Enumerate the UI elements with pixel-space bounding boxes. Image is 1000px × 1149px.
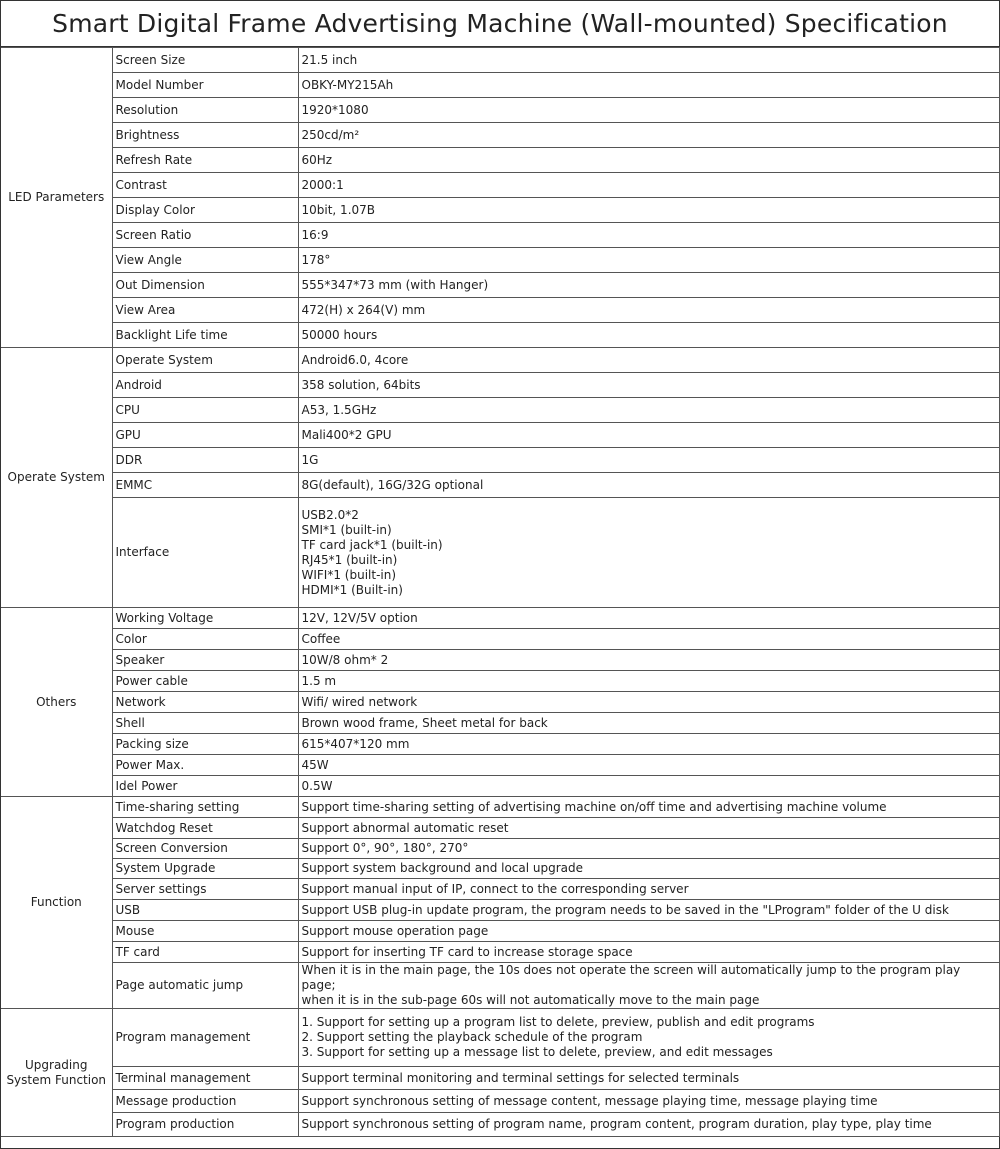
section-group-label: Operate System — [1, 348, 112, 608]
spec-name-cell: Packing size — [112, 734, 298, 755]
spec-row — [1, 48, 999, 73]
section-group-label: Upgrading System Function — [1, 1009, 112, 1137]
section-group-label: Others — [1, 608, 112, 797]
spec-value-line: OBKY-MY215Ah — [301, 77, 394, 92]
spec-row — [1, 198, 999, 223]
spec-row — [1, 473, 999, 498]
spec-name-cell: Operate System — [112, 348, 298, 373]
spec-value-line: 250cd/m² — [301, 127, 360, 142]
spec-value-line: 472(H) x 264(V) mm — [301, 302, 426, 317]
spec-row — [1, 73, 999, 98]
spec-value-line: Support abnormal automatic reset — [301, 820, 509, 835]
spec-name-cell: Brightness — [112, 123, 298, 148]
spec-value-line: Mali400*2 GPU — [301, 427, 392, 442]
spec-value-cell — [298, 498, 999, 608]
spec-name-cell: Idel Power — [112, 776, 298, 797]
spec-row — [1, 921, 999, 942]
spec-name-cell: Speaker — [112, 650, 298, 671]
spec-value-line: 10bit, 1.07B — [301, 202, 376, 217]
spec-name-cell: Interface — [112, 498, 298, 608]
spec-row — [1, 348, 999, 373]
section-group-label: LED Parameters — [1, 48, 112, 348]
spec-value-cell — [298, 423, 999, 448]
spec-name-cell: Time-sharing setting — [112, 797, 298, 818]
spec-name-cell: Out Dimension — [112, 273, 298, 298]
spec-value-cell — [298, 797, 999, 818]
spec-table — [1, 47, 1000, 1137]
spec-value-line: 12V, 12V/5V option — [301, 610, 418, 625]
spec-value-line: Support system background and local upgrade — [301, 861, 584, 875]
spec-value-cell — [298, 1067, 999, 1090]
spec-name-cell: Contrast — [112, 173, 298, 198]
spec-value-line: When it is in the main page, the 10s does not operate the screen will automatically jump to the program play — [301, 963, 961, 977]
spec-row — [1, 900, 999, 921]
spec-row — [1, 398, 999, 423]
spec-row — [1, 879, 999, 900]
spec-name-cell: Network — [112, 692, 298, 713]
spec-value-cell — [298, 348, 999, 373]
spec-row — [1, 373, 999, 398]
spec-value-line: Support synchronous setting of message content, message playing time, message playing time — [301, 1093, 878, 1108]
spec-row — [1, 859, 999, 879]
spec-name-cell: View Angle — [112, 248, 298, 273]
spec-value-cell — [298, 1009, 999, 1067]
spec-row — [1, 797, 999, 818]
spec-row — [1, 713, 999, 734]
spec-name-cell: Screen Ratio — [112, 223, 298, 248]
spec-row — [1, 755, 999, 776]
spec-value-cell — [298, 173, 999, 198]
spec-name-cell: Resolution — [112, 98, 298, 123]
spec-row — [1, 273, 999, 298]
spec-value-cell — [298, 1090, 999, 1113]
spec-value-line: 16:9 — [301, 227, 329, 242]
spec-value-line: Support mouse operation page — [301, 923, 489, 938]
spec-value-line: 3. Support for setting up a message list to delete, preview, and edit messages — [301, 1045, 773, 1059]
spec-value-cell — [298, 734, 999, 755]
spec-value-cell — [298, 963, 999, 1009]
spec-value-cell — [298, 73, 999, 98]
spec-value-line: Android6.0, 4core — [301, 352, 409, 367]
spec-value-line: Support time-sharing setting of advertising machine on/off time and advertising machine volume — [301, 799, 887, 814]
spec-name-cell: Page automatic jump — [112, 963, 298, 1009]
spec-row — [1, 448, 999, 473]
spec-name-cell: Message production — [112, 1090, 298, 1113]
spec-value-cell — [298, 123, 999, 148]
spec-value-line: Coffee — [301, 631, 341, 646]
spec-value-cell — [298, 608, 999, 629]
spec-value-cell — [298, 839, 999, 859]
spec-row — [1, 650, 999, 671]
spec-row — [1, 173, 999, 198]
spec-row — [1, 942, 999, 963]
spec-value-cell — [298, 921, 999, 942]
spec-value-line: Support USB plug-in update program, the program needs to be saved in the "LProgram" folder of the U disk — [301, 902, 949, 917]
section-group-label: Function — [1, 797, 112, 1009]
spec-name-cell: Display Color — [112, 198, 298, 223]
spec-value-line: RJ45*1 (built-in) — [301, 552, 398, 567]
spec-value-cell — [298, 323, 999, 348]
spec-name-cell: Screen Conversion — [112, 839, 298, 859]
spec-value-line: 45W — [301, 757, 329, 772]
spec-value-line: SMI*1 (built-in) — [301, 522, 392, 537]
spec-value-line: page; — [301, 978, 336, 992]
spec-row — [1, 223, 999, 248]
spec-value-line: Wifi/ wired network — [301, 694, 418, 709]
spec-name-cell: Backlight Life time — [112, 323, 298, 348]
spec-name-cell: Program production — [112, 1113, 298, 1137]
spec-row — [1, 98, 999, 123]
spec-row — [1, 608, 999, 629]
spec-value-cell — [298, 755, 999, 776]
spec-value-line: 2. Support setting the playback schedule of the program — [301, 1030, 643, 1044]
spec-value-cell — [298, 900, 999, 921]
spec-value-line: Support 0°, 90°, 180°, 270° — [301, 841, 469, 855]
spec-row — [1, 839, 999, 859]
spec-value-line: 8G(default), 16G/32G optional — [301, 477, 484, 492]
spec-value-line: 178° — [301, 252, 331, 267]
spec-value-line: Support manual input of IP, connect to the corresponding server — [301, 881, 689, 896]
spec-name-cell: Watchdog Reset — [112, 818, 298, 839]
spec-value-cell — [298, 859, 999, 879]
spec-value-line: 1G — [301, 452, 319, 467]
spec-value-line: A53, 1.5GHz — [301, 402, 377, 417]
spec-row — [1, 963, 999, 1009]
spec-value-cell — [298, 942, 999, 963]
spec-name-cell: Terminal management — [112, 1067, 298, 1090]
spec-row — [1, 123, 999, 148]
spec-row — [1, 692, 999, 713]
spec-value-line: USB2.0*2 — [301, 507, 359, 522]
spec-name-cell: Server settings — [112, 879, 298, 900]
spec-value-cell — [298, 1113, 999, 1137]
spec-row — [1, 1009, 999, 1067]
spec-name-cell: Shell — [112, 713, 298, 734]
spec-value-line: 0.5W — [301, 778, 333, 793]
spec-name-cell: TF card — [112, 942, 298, 963]
spec-value-line: Support synchronous setting of program name, program content, program duration, play type, play time — [301, 1117, 932, 1131]
spec-name-cell: EMMC — [112, 473, 298, 498]
spec-value-line: 21.5 inch — [301, 52, 358, 67]
spec-value-line: 50000 hours — [301, 327, 378, 342]
spec-value-cell — [298, 273, 999, 298]
spec-row — [1, 1113, 999, 1137]
spec-value-line: Support terminal monitoring and terminal settings for selected terminals — [301, 1070, 740, 1085]
spec-value-line: 358 solution, 64bits — [301, 377, 421, 392]
spec-value-cell — [298, 879, 999, 900]
spec-value-line: WIFI*1 (built-in) — [301, 567, 397, 582]
spec-name-cell: Model Number — [112, 73, 298, 98]
spec-row — [1, 629, 999, 650]
spec-row — [1, 671, 999, 692]
spec-name-cell: Refresh Rate — [112, 148, 298, 173]
spec-name-cell: Power Max. — [112, 755, 298, 776]
spec-value-line: 1. Support for setting up a program list to delete, preview, publish and edit programs — [301, 1015, 815, 1029]
spec-value-cell — [298, 671, 999, 692]
spec-value-line: 1.5 m — [301, 673, 337, 688]
spec-value-cell — [298, 298, 999, 323]
spec-name-cell: Screen Size — [112, 48, 298, 73]
spec-row — [1, 498, 999, 608]
spec-value-cell — [298, 713, 999, 734]
spec-name-cell: Program management — [112, 1009, 298, 1067]
spec-value-cell — [298, 629, 999, 650]
spec-value-cell — [298, 818, 999, 839]
spec-name-cell: Mouse — [112, 921, 298, 942]
spec-name-cell: View Area — [112, 298, 298, 323]
spec-value-cell — [298, 398, 999, 423]
spec-value-cell — [298, 98, 999, 123]
spec-table-body — [1, 48, 999, 1137]
spec-value-cell — [298, 776, 999, 797]
spec-name-cell: Working Voltage — [112, 608, 298, 629]
spec-value-cell — [298, 448, 999, 473]
spec-value-line: 2000:1 — [301, 177, 344, 192]
spec-value-cell — [298, 650, 999, 671]
spec-value-line: 1920*1080 — [301, 102, 369, 117]
spec-row — [1, 734, 999, 755]
spec-name-cell: GPU — [112, 423, 298, 448]
spec-value-line: TF card jack*1 (built-in) — [301, 537, 443, 552]
spec-value-line: HDMI*1 (Built-in) — [301, 582, 403, 597]
spec-row — [1, 323, 999, 348]
page-title: Smart Digital Frame Advertising Machine (Wall-mounted) Specification — [1, 1, 999, 47]
spec-value-cell — [298, 48, 999, 73]
spec-value-cell — [298, 223, 999, 248]
spec-value-line: 10W/8 ohm* 2 — [301, 652, 389, 667]
spec-value-line: 555*347*73 mm (with Hanger) — [301, 277, 489, 292]
spec-value-line: Support for inserting TF card to increase storage space — [301, 944, 633, 959]
spec-row — [1, 818, 999, 839]
spec-value-line: when it is in the sub-page 60s will not automatically move to the main page — [301, 993, 760, 1007]
spec-value-cell — [298, 692, 999, 713]
spec-value-cell — [298, 473, 999, 498]
spec-name-cell: CPU — [112, 398, 298, 423]
spec-name-cell: Color — [112, 629, 298, 650]
spec-value-line: 615*407*120 mm — [301, 736, 410, 751]
spec-value-line: Brown wood frame, Sheet metal for back — [301, 715, 548, 730]
spec-value-cell — [298, 373, 999, 398]
spec-value-line: 60Hz — [301, 152, 333, 167]
spec-value-cell — [298, 148, 999, 173]
spec-row — [1, 776, 999, 797]
spec-row — [1, 298, 999, 323]
spec-name-cell: Power cable — [112, 671, 298, 692]
spec-name-cell: DDR — [112, 448, 298, 473]
spec-row — [1, 1067, 999, 1090]
spec-row — [1, 1090, 999, 1113]
spec-row — [1, 423, 999, 448]
spec-name-cell: Android — [112, 373, 298, 398]
spec-value-cell — [298, 198, 999, 223]
spec-value-cell — [298, 248, 999, 273]
spec-name-cell: USB — [112, 900, 298, 921]
spec-name-cell: System Upgrade — [112, 859, 298, 879]
spec-row — [1, 248, 999, 273]
spec-row — [1, 148, 999, 173]
